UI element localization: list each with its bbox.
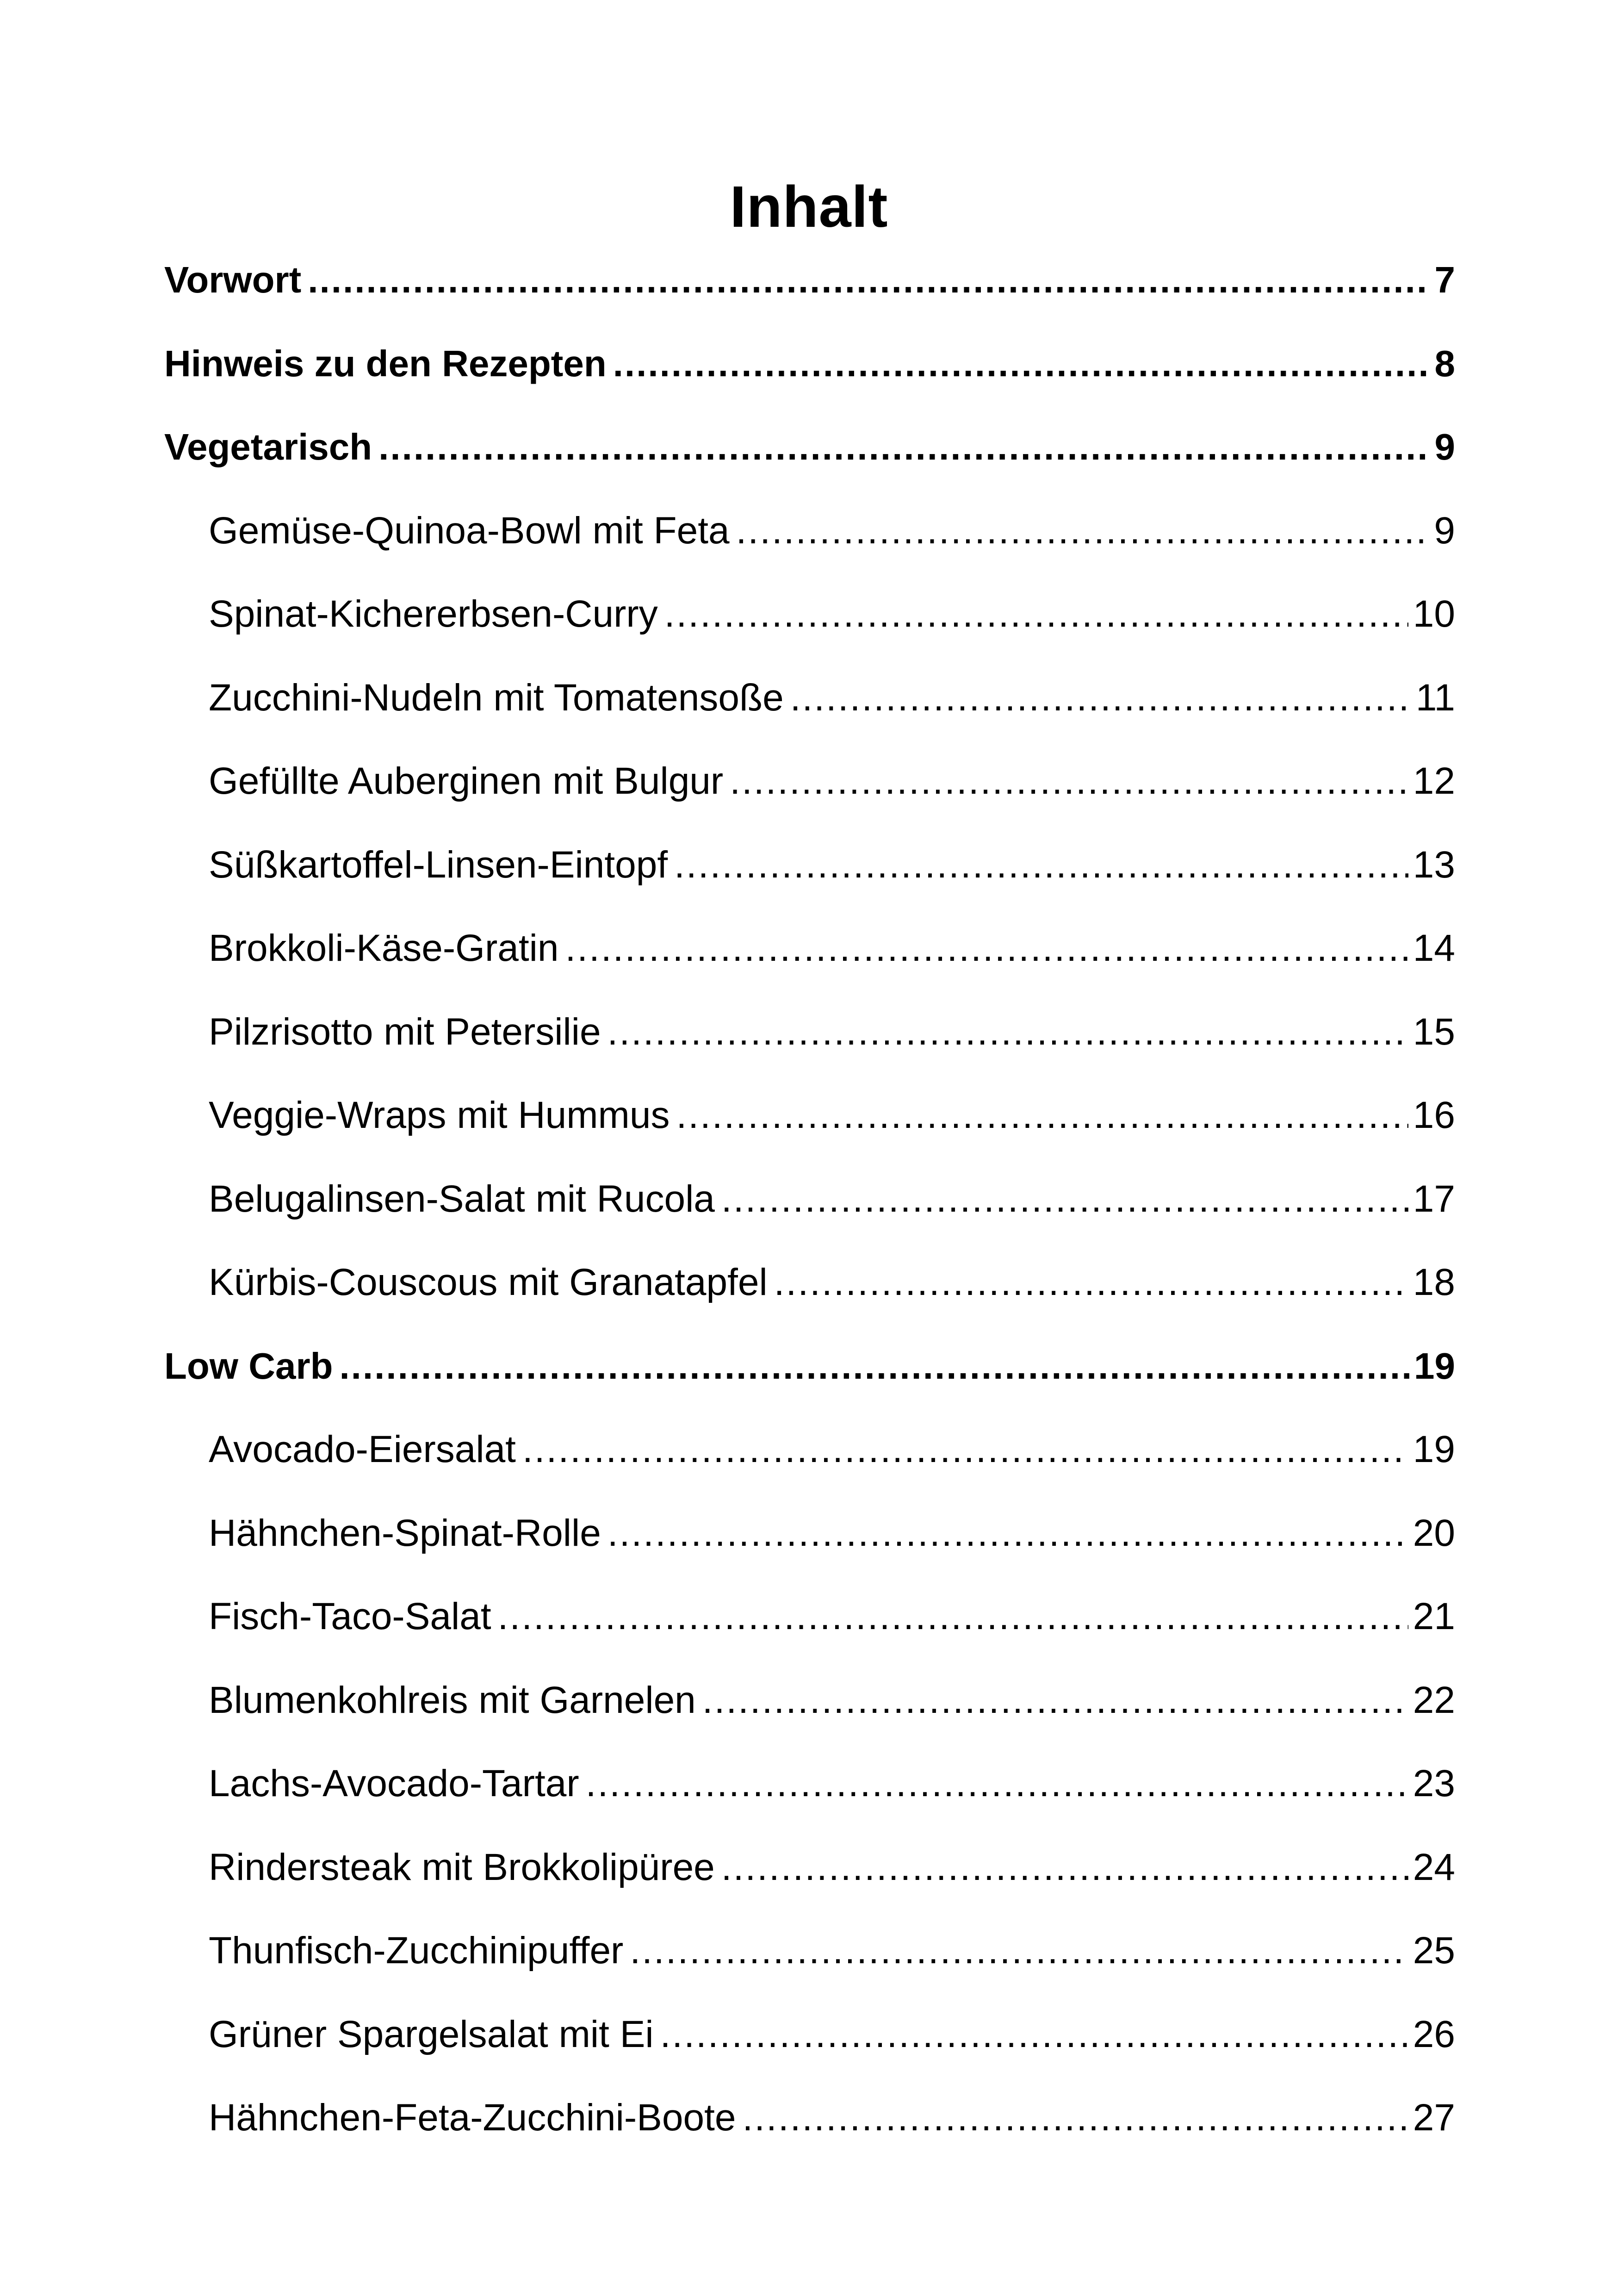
toc-entry-label: Süßkartoffel-Linsen-Eintopf [209,843,668,886]
toc-recipe-entry[interactable] [164,1408,1455,1492]
toc-entry-label: Pilzrisotto mit Petersilie [209,1010,601,1053]
toc-page-number: 24 [1413,1846,1455,1888]
toc-page-number: 22 [1413,1679,1455,1721]
toc-page-number: 20 [1413,1512,1455,1554]
toc-recipe-entry[interactable] [164,2076,1455,2160]
toc-recipe-entry[interactable] [164,823,1455,907]
toc-recipe-entry[interactable] [164,1659,1455,1742]
toc-entry-label: Zucchini-Nudeln mit Tomatensoße [209,676,784,719]
toc-page-number: 15 [1413,1010,1455,1053]
toc-recipe-entry[interactable] [164,1909,1455,1993]
toc-page-number: 21 [1413,1595,1455,1637]
toc-recipe-entry[interactable] [164,489,1455,573]
toc-entry-label: Grüner Spargelsalat mit Ei [209,2013,654,2055]
toc-page-number: 13 [1413,843,1455,886]
toc-page-number: 19 [1413,1428,1455,1470]
toc-recipe-entry[interactable] [164,1241,1455,1325]
toc-recipe-entry[interactable] [164,1074,1455,1157]
toc-page-number: 19 [1414,1345,1455,1387]
toc-recipe-entry[interactable] [164,1157,1455,1241]
toc-page-number: 12 [1413,760,1455,802]
toc-page-number: 25 [1413,1929,1455,1972]
toc-dot-leader [702,1659,1408,1742]
toc-dot-leader [736,489,1430,573]
toc-dot-leader [676,1074,1408,1157]
toc-dot-leader [565,907,1408,990]
toc-dot-leader [613,322,1430,406]
toc-page-number: 18 [1413,1261,1455,1303]
toc-entry-label: Avocado-Eiersalat [209,1428,516,1470]
toc-entry-label: Low Carb [164,1345,333,1387]
toc-recipe-entry[interactable] [164,907,1455,990]
toc-chapter[interactable] [164,238,1455,322]
toc-entry-label: Kürbis-Couscous mit Granatapfel [209,1261,768,1303]
toc-dot-leader [774,1241,1408,1325]
toc-entry-label: Vorwort [164,259,302,300]
toc-chapter[interactable] [164,1325,1455,1408]
toc-page-number: 9 [1434,509,1455,552]
toc-entry-label: Thunfisch-Zucchinipuffer [209,1929,624,1972]
toc-dot-leader [730,740,1408,823]
toc-page-number: 26 [1413,2013,1455,2055]
toc-recipe-entry[interactable] [164,1742,1455,1826]
toc-page-number: 23 [1413,1762,1455,1804]
toc-recipe-entry[interactable] [164,740,1455,823]
toc-entry-label: Belugalinsen-Salat mit Rucola [209,1177,715,1220]
toc-entry-label: Hähnchen-Spinat-Rolle [209,1512,601,1554]
toc-entry-label: Blumenkohlreis mit Garnelen [209,1679,696,1721]
toc-page-number: 17 [1413,1177,1455,1220]
toc-recipe-entry[interactable] [164,1826,1455,1910]
toc-entry-label: Veggie-Wraps mit Hummus [209,1094,670,1136]
toc-page-number: 16 [1413,1094,1455,1136]
toc-page-number: 11 [1415,676,1455,719]
toc-dot-leader [339,1325,1409,1408]
toc-dot-leader [790,656,1411,740]
toc-page-number: 8 [1434,342,1455,384]
toc-dot-leader [721,1157,1408,1241]
toc-dot-leader [608,990,1408,1074]
toc-recipe-entry[interactable] [164,1993,1455,2077]
toc-page-number: 7 [1434,259,1455,300]
toc-page-number: 9 [1434,426,1455,467]
toc-dot-leader [664,572,1408,656]
toc-entry-label: Spinat-Kichererbsen-Curry [209,593,658,635]
toc-dot-leader [586,1742,1408,1826]
toc-recipe-entry[interactable] [164,656,1455,740]
toc-page-number: 27 [1413,2097,1455,2139]
toc-recipe-entry[interactable] [164,572,1455,656]
toc-page-number: 14 [1413,927,1455,969]
toc-page-number: 10 [1413,593,1455,635]
toc-entry-label: Fisch-Taco-Salat [209,1595,491,1637]
toc-dot-leader [378,405,1430,489]
toc-entry-label: Lachs-Avocado-Tartar [209,1762,579,1804]
toc-chapter[interactable] [164,405,1455,489]
page-title: Inhalt [730,174,888,239]
toc-dot-leader [660,1993,1408,2077]
toc-dot-leader [498,1575,1408,1659]
toc-dot-leader [742,2076,1408,2160]
toc-chapter[interactable] [164,322,1455,406]
toc-dot-leader [308,238,1430,322]
toc-recipe-entry[interactable] [164,990,1455,1074]
toc-dot-leader [674,823,1408,907]
toc-entry-label: Vegetarisch [164,426,372,467]
toc-entry-label: Hähnchen-Feta-Zucchini-Boote [209,2097,736,2139]
toc-entry-label: Hinweis zu den Rezepten [164,342,607,384]
toc-dot-leader [630,1909,1408,1993]
table-of-contents [164,238,1455,2160]
toc-dot-leader [608,1492,1408,1575]
toc-entry-label: Gemüse-Quinoa-Bowl mit Feta [209,509,730,552]
toc-entry-label: Rindersteak mit Brokkolipüree [209,1846,715,1888]
toc-entry-label: Brokkoli-Käse-Gratin [209,927,559,969]
toc-dot-leader [522,1408,1408,1492]
toc-recipe-entry[interactable] [164,1575,1455,1659]
toc-entry-label: Gefüllte Auberginen mit Bulgur [209,760,724,802]
toc-dot-leader [721,1826,1408,1910]
toc-recipe-entry[interactable] [164,1492,1455,1575]
